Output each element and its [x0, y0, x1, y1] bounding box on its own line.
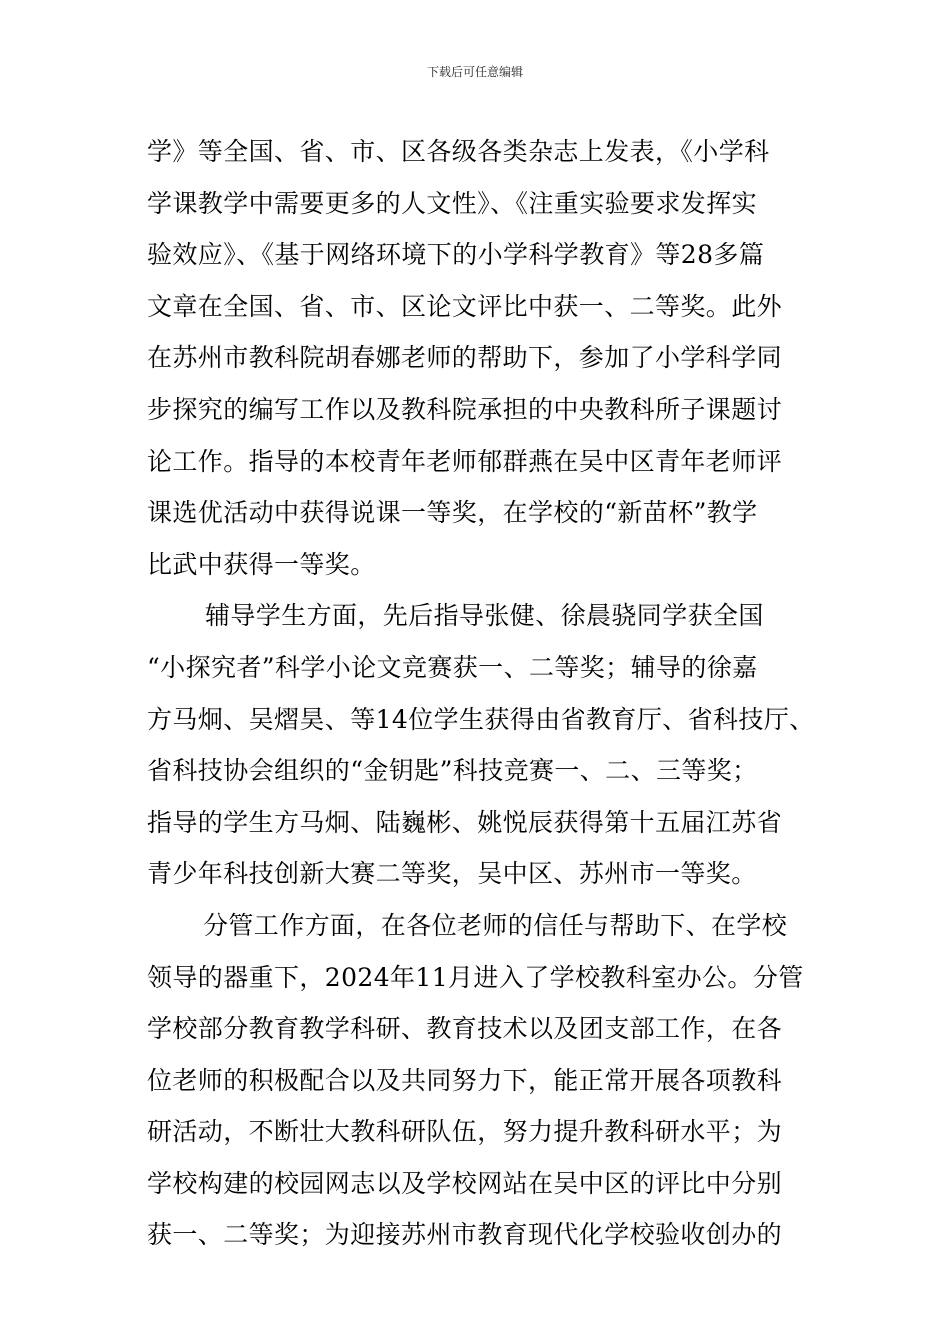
text-line: 在苏州市教科院胡春娜老师的帮助下，参加了小学科学同 [147, 343, 783, 373]
text-line: 指导的学生方马炯、陆巍彬、姚悦辰获得第十五届江苏省 [147, 807, 783, 837]
text-line: 论工作。指导的本校青年老师郁群燕在吴中区青年老师评 [147, 446, 783, 476]
text-line: 比武中获得一等奖。 [147, 549, 376, 579]
text-line: 方马炯、吴熠昊、等14位学生获得由省教育厅、省科技厅、 [147, 704, 815, 734]
text-line: 步探究的编写工作以及教科院承担的中央教科所子课题讨 [147, 394, 783, 424]
text-line: 青少年科技创新大赛二等奖，吴中区、苏州市一等奖。 [147, 859, 757, 889]
text-line: 位老师的积极配合以及共同努力下，能正常开展各项教科 [147, 1065, 783, 1095]
text-line: 省科技协会组织的“金钥匙”科技竞赛一、二、三等奖； [147, 756, 758, 786]
text-line: 领导的器重下，2024年11月进入了学校教科室办公。分管 [147, 962, 804, 992]
text-line: 课选优活动中获得说课一等奖，在学校的“新苗杯”教学 [147, 498, 758, 528]
text-line: 验效应》、《基于网络环境下的小学科学教育》等28多篇 [147, 240, 765, 270]
text-line: 获一、二等奖；为迎接苏州市教育现代化学校验收创办的 [147, 1220, 783, 1250]
text-line: 学校构建的校园网志以及学校网站在吴中区的评比中分别 [147, 1168, 783, 1198]
document-body [147, 126, 827, 1261]
text-line: 学课教学中需要更多的人文性》、《注重实验要求发挥实 [147, 188, 758, 218]
text-line: 学》等全国、省、市、区各级各类杂志上发表，《小学科 [147, 137, 770, 166]
paragraph-start-line: 辅导学生方面，先后指导张健、徐晨骁同学获全国 [205, 601, 764, 631]
page-header: 下载后可任意编辑 [426, 65, 523, 79]
paragraph-start-line: 分管工作方面，在各位老师的信任与帮助下、在学校 [203, 910, 788, 940]
text-line: 学校部分教育教学科研、教育技术以及团支部工作，在各 [147, 1014, 783, 1044]
text-line: “小探究者”科学小论文竞赛获一、二等奖；辅导的徐嘉 [147, 652, 758, 682]
text-line: 文章在全国、省、市、区论文评比中获一、二等奖。此外 [147, 291, 783, 321]
text-line: 研活动，不断壮大教科研队伍，努力提升教科研水平；为 [147, 1117, 783, 1147]
